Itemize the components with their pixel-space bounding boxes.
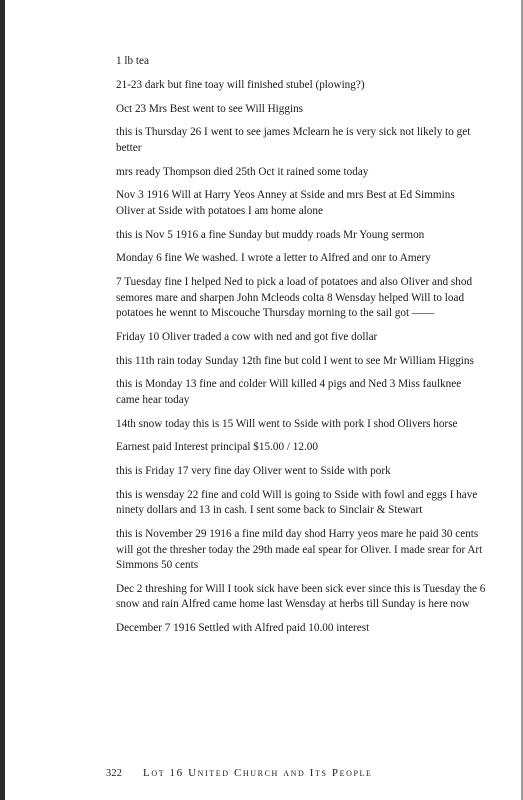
diary-entry: mrs ready Thompson died 25th Oct it rained some today	[116, 165, 369, 178]
diary-entry: Monday 6 fine We washed. I wrote a letter to Alfred and onr to Amery	[116, 252, 431, 265]
diary-entry: this is Nov 5 1916 a fine Sunday but muddy roads Mr Young sermon	[116, 228, 425, 241]
diary-entry: Nov 3 1916 Will at Harry Yeos Anney at Sside and mrs Best at Ed Simmins Oliver at Sside with potatoes I am home alone	[116, 189, 455, 217]
diary-entry: December 7 1916 Settled with Alfred paid 10.00 interest	[116, 622, 370, 634]
diary-entry: Dec 2 threshing for Will I took sick have been sick ever since this is Tuesday the 6 snow and rain Alfred came home last Wensday at herbs till Sunday is here now	[116, 582, 486, 611]
diary-entry: 21-23 dark but fine toay will finished stubel (plowing?)	[116, 78, 365, 91]
page-footer	[106, 767, 486, 779]
diary-entry: this is November 29 1916 a fine mild day shod Harry yeos mare he paid 30 cents will got the thresher today the 29th made eal spear for Oliver. I made srear for Art Simmons 50 cents	[116, 528, 483, 571]
running-head: Lot 16 United Church and Its People	[143, 767, 373, 779]
diary-entry: this 11th rain today Sunday 12th fine but cold I went to see Mr William Higgins	[116, 354, 474, 367]
diary-entry: Oct 23 Mrs Best went to see Will Higgins	[116, 102, 304, 115]
diary-entries	[116, 54, 486, 645]
diary-entry: 14th snow today this is 15 Will went to Sside with pork I shod Olivers horse	[116, 417, 458, 430]
diary-entry: Earnest paid Interest principal $15.00 / 12.00	[116, 441, 318, 454]
diary-entry: this is Thursday 26 I went to see james Mclearn he is very sick not likely to get better	[116, 126, 471, 154]
diary-entry: this is wensday 22 fine and cold Will is going to Sside with fowl and eggs I have ninety dollars and 13 in cash. I sent some back to Sinclair & Stewart	[116, 488, 478, 517]
diary-entry: 1 lb tea	[116, 55, 149, 67]
diary-entry: this is Friday 17 very fine day Oliver went to Sside with pork	[116, 465, 391, 478]
scan-edge-left	[0, 0, 5, 800]
diary-entry: this is Monday 13 fine and colder Will killed 4 pigs and Ned 3 Miss faulknee came hear today	[116, 378, 462, 406]
diary-entry: 7 Tuesday fine I helped Ned to pick a load of potatoes and also Oliver and shod semores mare and sharpen John Mcleods colta 8 Wensday helped Will to load potatoes he wennt to Miscouche Thursday morning to the sail got ——	[116, 276, 473, 319]
page-number: 322	[106, 768, 123, 779]
diary-entry: Friday 10 Oliver traded a cow with ned and got five dollar	[116, 330, 378, 343]
